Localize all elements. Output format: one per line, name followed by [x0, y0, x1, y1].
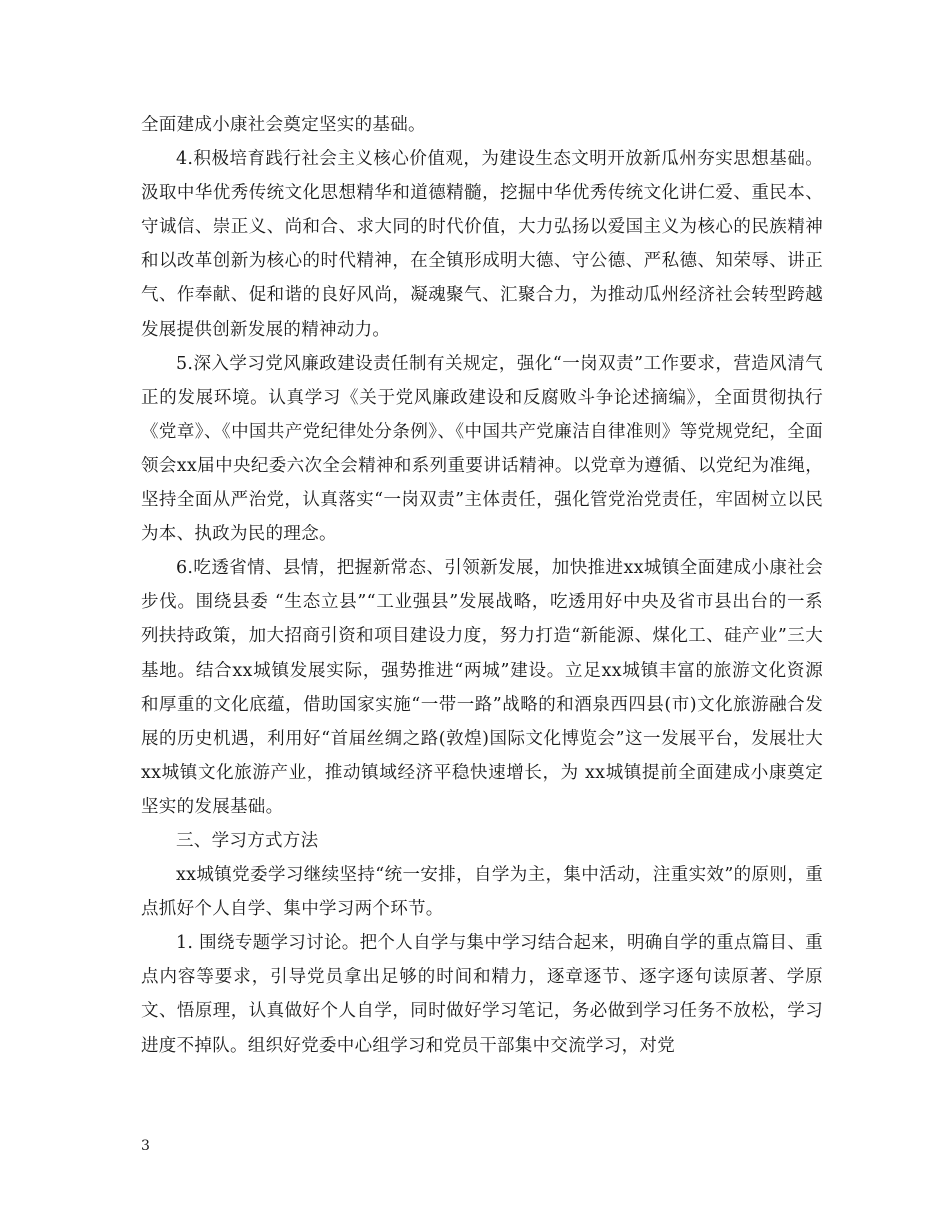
paragraph-item-6: 6.吃透省情、县情，把握新常态、引领新发展，加快推进xx城镇全面建成小康社会步伐。围绕县委 “生态立县”“工业强县”发展战略，吃透用好中央及省市县出台的一系列扶持政策，加大招商引资和项目建设力度，努力打造“新能源、煤化工、硅产业”三大基地。结合xx城镇发展实际，强势推进“两城”建设。立足xx城镇丰富的旅游文化资源和厚重的文化底蕴，借助国家实施“一带一路”战略的和酒泉西四县(市)文化旅游融合发展的历史机遇，利用好“首届丝绸之路(敦煌)国际文化博览会”这一发展平台，发展壮大xx城镇文化旅游产业，推动镇域经济平稳快速增长，为 xx城镇提前全面建成小康奠定坚实的发展基础。 [141, 558, 823, 817]
paragraph-item-4: 4.积极培育践行社会主义核心价值观，为建设生态文明开放新瓜州夯实思想基础。汲取中华优秀传统文化思想精华和道德精髓，挖掘中华优秀传统文化讲仁爱、重民本、守诚信、崇正义、尚和合、求大同的时代价值，大力弘扬以爱国主义为核心的民族精神和以改革创新为核心的时代精神，在全镇形成明大德、守公德、严私德、知荣辱、讲正气、作奉献、促和谐的良好风尚，凝魂聚气、汇聚合力，为推动瓜州经济社会转型跨越发展提供创新发展的精神动力。 [141, 149, 823, 340]
document-body [141, 108, 823, 1063]
paragraph-study-principle: xx城镇党委学习继续坚持“统一安排，自学为主，集中活动，注重实效”的原则，重点抓好个人自学、集中学习两个环节。 [141, 865, 823, 920]
section-heading-study-methods: 三、学习方式方法 [176, 830, 319, 851]
page-number: 3 [141, 1138, 150, 1154]
paragraph-item-5: 5.深入学习党风廉政建设责任制有关规定，强化“一岗双责”工作要求，营造风清气正的发展环境。认真学习《关于党风廉政建设和反腐败斗争论述摘编》，全面贯彻执行《党章》、《中国共产党纪律处分条例》、《中国共产党廉洁自律准则》等党规党纪，全面领会xx届中央纪委六次全会精神和系列重要讲话精神。以党章为遵循、以党纪为准绳，坚持全面从严治党，认真落实“一岗双责”主体责任，强化管党治党责任，牢固树立以民为本、执政为民的理念。 [141, 353, 823, 545]
paragraph-continuation: 全面建成小康社会奠定坚实的基础。 [141, 115, 426, 135]
paragraph-method-1: 1. 围绕专题学习讨论。把个人自学与集中学习结合起来，明确自学的重点篇目、重点内容等要求，引导党员拿出足够的时间和精力，逐章逐节、逐字逐句读原著、学原文、悟原理，认真做好个人自学，同时做好学习笔记，务必做到学习任务不放松，学习进度不掉队。组织好党委中心组学习和党员干部集中交流学习，对党 [141, 933, 823, 1056]
